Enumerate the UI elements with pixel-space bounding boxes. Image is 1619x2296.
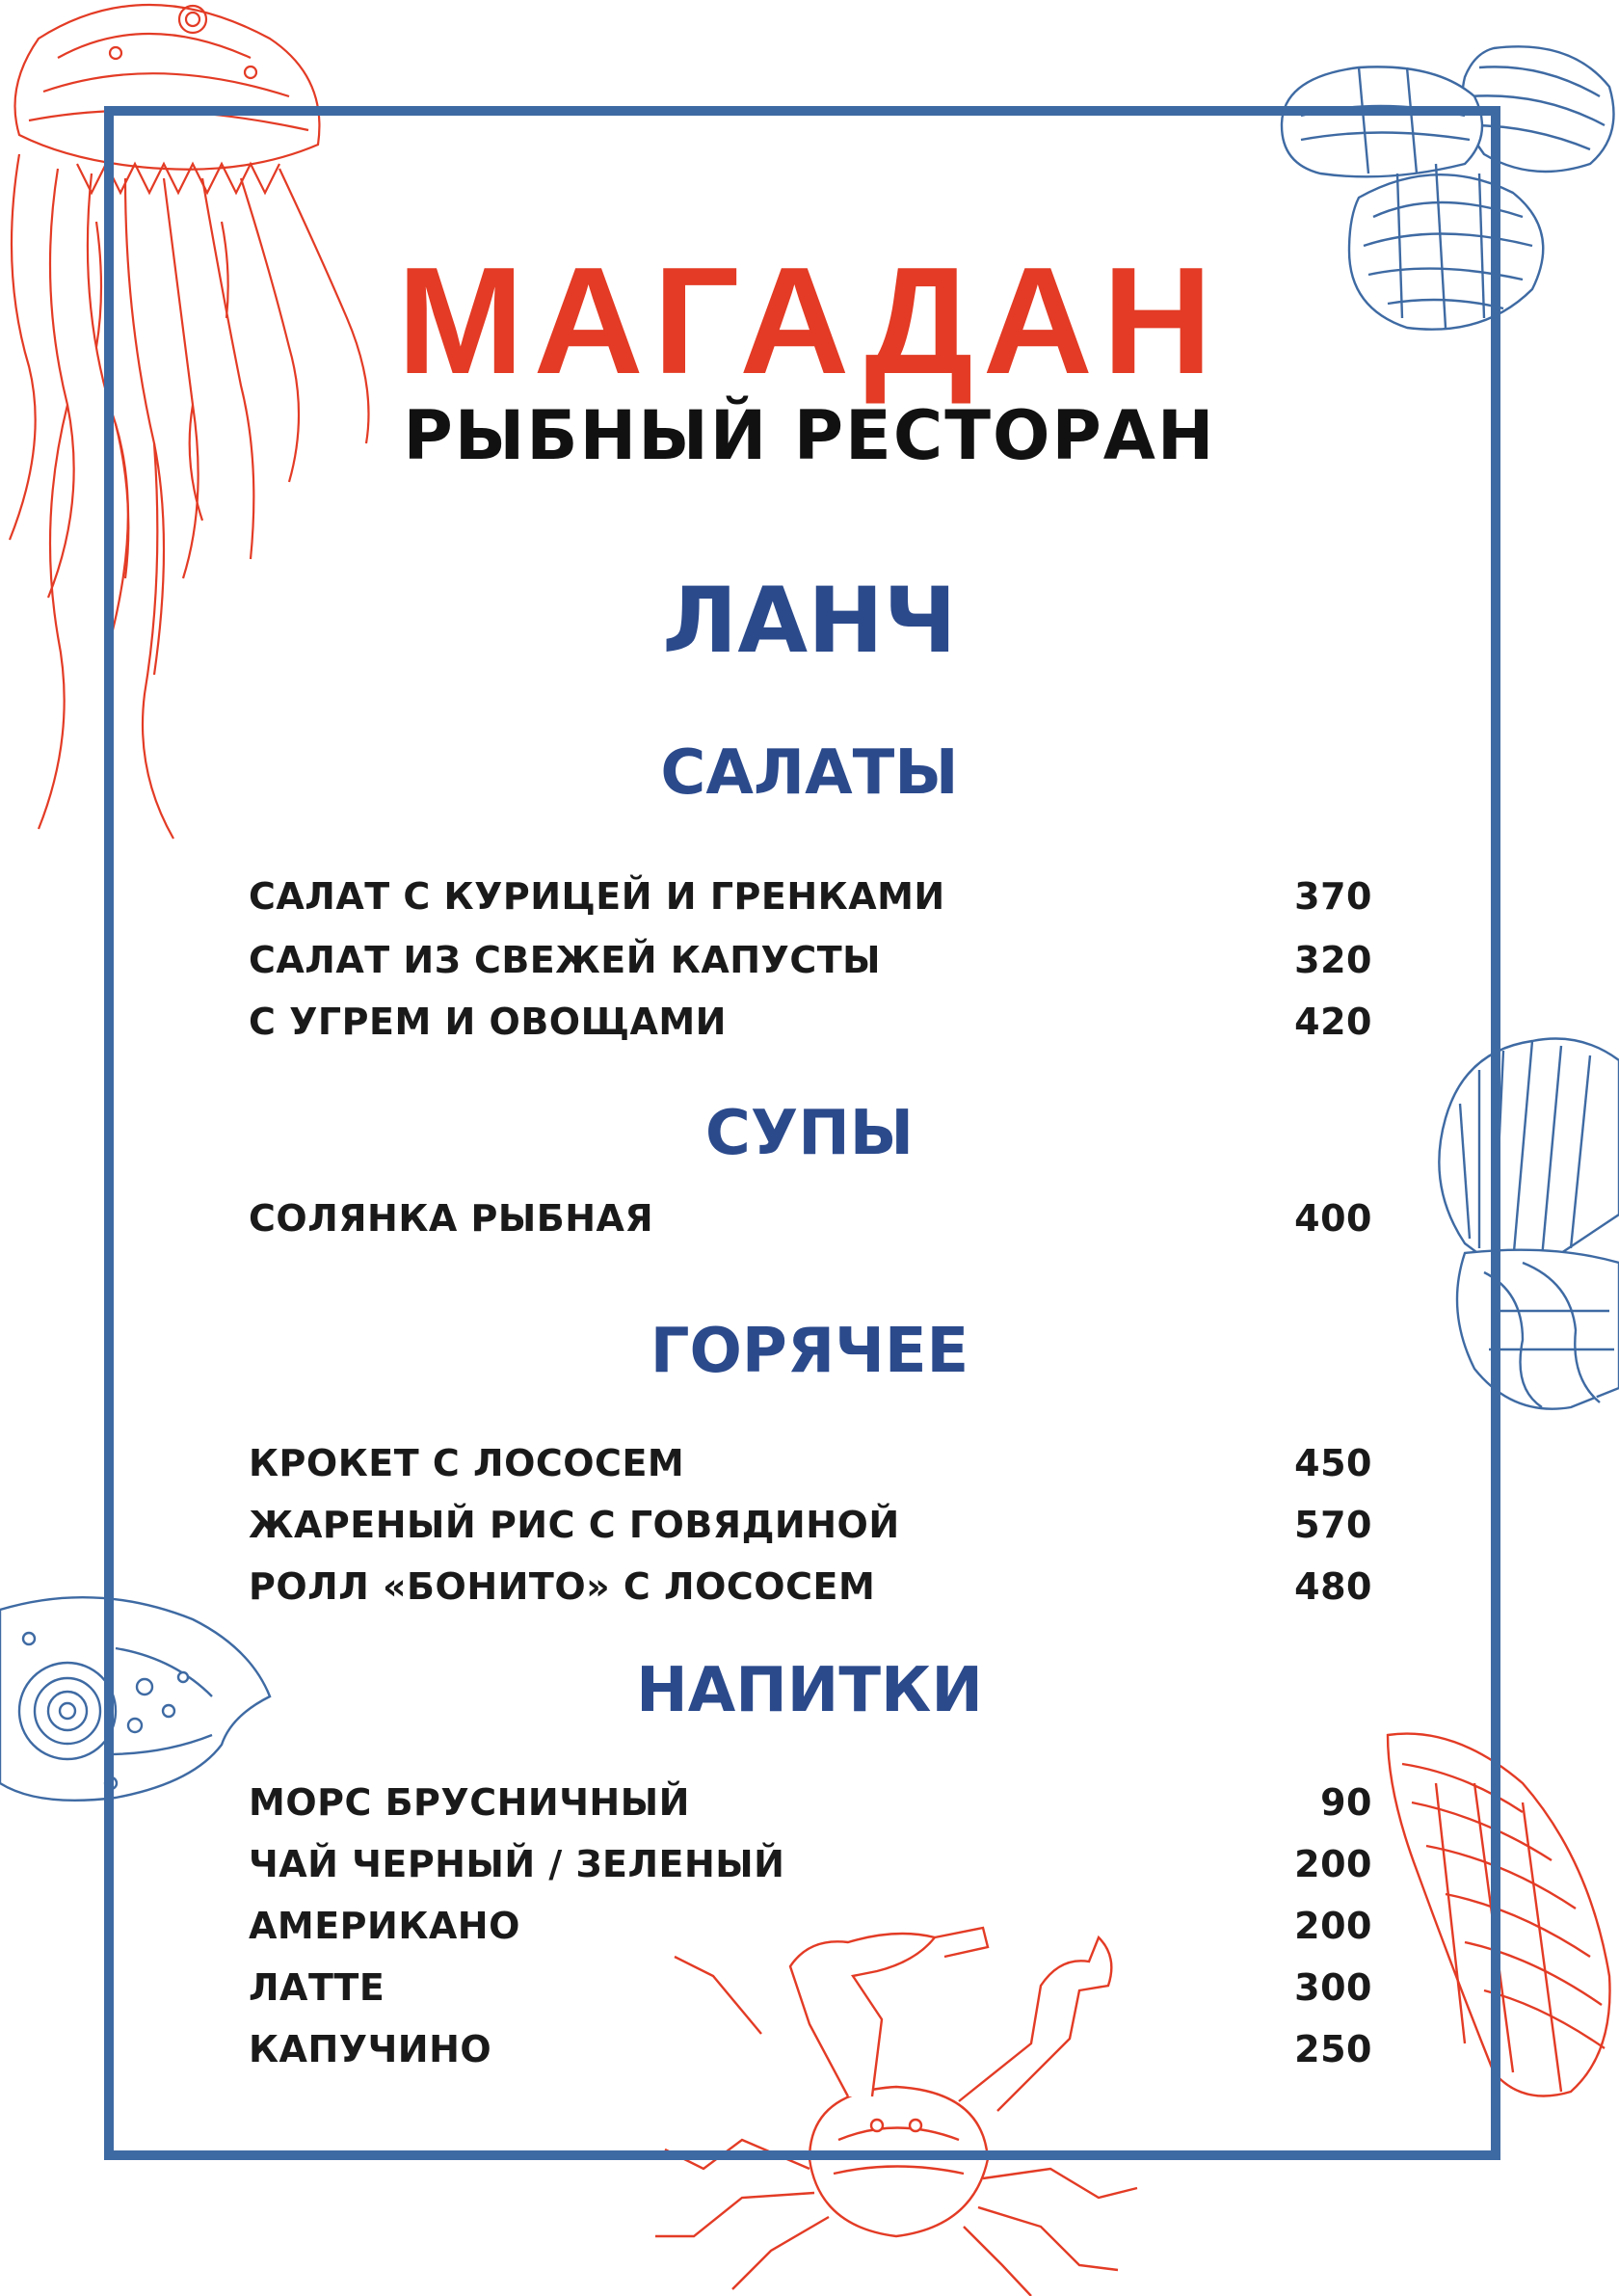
menu-item: [249, 868, 1372, 925]
item-name: РОЛЛ «БОНИТО» С ЛОСОСЕМ: [249, 1565, 876, 1608]
section-title-soups: СУПЫ: [704, 1098, 915, 1169]
menu-item: [249, 1959, 1372, 2016]
menu-item: [249, 1897, 1372, 1955]
item-price: 200: [1294, 1843, 1372, 1885]
menu-item: [249, 993, 1372, 1051]
item-name: САЛАТ ИЗ СВЕЖЕЙ КАПУСТЫ: [249, 939, 882, 981]
section-title-hot: ГОРЯЧЕЕ: [650, 1316, 969, 1387]
menu-item: [249, 1496, 1372, 1554]
menu-item: [249, 1434, 1372, 1492]
item-price: 570: [1294, 1504, 1372, 1546]
menu-item: [249, 1558, 1372, 1615]
item-price: 420: [1294, 1001, 1372, 1043]
item-price: 450: [1294, 1442, 1372, 1484]
item-name: КАПУЧИНО: [249, 2028, 492, 2070]
menu-item: [249, 931, 1372, 989]
item-price: 370: [1294, 875, 1372, 918]
item-name: ЧАЙ ЧЕРНЫЙ / ЗЕЛЕНЫЙ: [249, 1843, 785, 1885]
item-name: ЖАРЕНЫЙ РИС С ГОВЯДИНОЙ: [249, 1504, 900, 1546]
section-title-salads: САЛАТЫ: [660, 737, 959, 809]
item-price: 300: [1294, 1966, 1372, 2009]
item-price: 480: [1294, 1565, 1372, 1608]
section-title-drinks: НАПИТКИ: [636, 1655, 983, 1726]
item-name: КРОКЕТ С ЛОСОСЕМ: [249, 1442, 685, 1484]
item-name: САЛАТ С КУРИЦЕЙ И ГРЕНКАМИ: [249, 875, 945, 918]
item-name: С УГРЕМ И ОВОЩАМИ: [249, 1001, 727, 1043]
menu-item: [249, 1774, 1372, 1831]
menu-item: [249, 1189, 1372, 1247]
item-name: АМЕРИКАНО: [249, 1905, 520, 1947]
restaurant-name: МАГАДАН: [396, 236, 1223, 406]
item-price: 400: [1294, 1197, 1372, 1240]
item-name: СОЛЯНКА РЫБНАЯ: [249, 1197, 654, 1240]
menu-title: ЛАНЧ: [662, 569, 957, 674]
item-price: 200: [1294, 1905, 1372, 1947]
item-name: МОРС БРУСНИЧНЫЙ: [249, 1781, 690, 1824]
menu-item: [249, 2020, 1372, 2078]
item-price: 250: [1294, 2028, 1372, 2070]
item-price: 320: [1294, 939, 1372, 981]
item-price: 90: [1320, 1781, 1372, 1824]
menu-item: [249, 1835, 1372, 1893]
item-name: ЛАТТЕ: [249, 1966, 385, 2009]
restaurant-tagline: РЫБНЫЙ РЕСТОРАН: [403, 396, 1216, 475]
